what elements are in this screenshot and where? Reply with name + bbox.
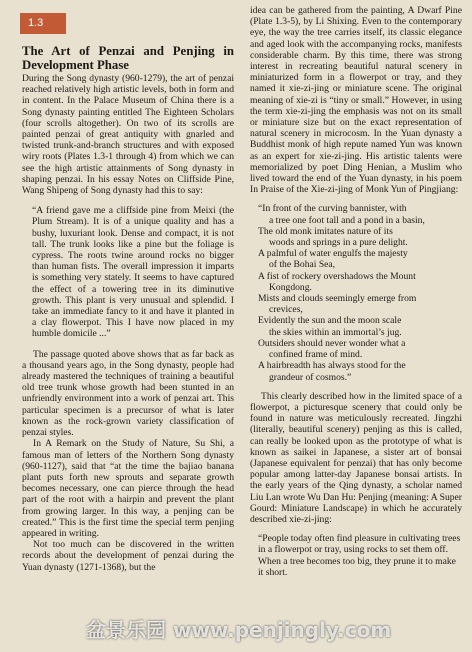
left-paragraph-4: Not too much can be discovered in the written records about the development of penzai during the Yuan dynasty (1271-1368), but the [22, 539, 234, 573]
poem-line: Mists and clouds seemingly emerge from [258, 293, 417, 305]
left-paragraph-2: The passage quoted above shows that as far back as a thousand years ago, in the Song dynasty, people had already mastered the techniques of training a beautiful old tree trunk whose growth had been stunted in an unfriendly environment into a work of penzai art. This particular specimen is a precursor of what is later known as the rock-grown variety classification of penzai styles. [22, 348, 234, 439]
poem-line: Outsiders should never wonder what a [258, 337, 406, 349]
poem-line: A hairbreadth has always stood for the [258, 360, 406, 372]
poem-line-cont: the skies within an immortal’s jug. [269, 326, 402, 338]
section-number-tab: 1.3 [20, 13, 66, 34]
right-paragraph-1: idea can be gathered from the painting, A Dwarf Pine (Plate 1.3-5), by Li Shixing. Even to the contemporary eye, the way the tree carries itself, its classic elegance and aged look with the accompanying rocks, manifests considerable charm. By this time, there was strong interest in recreating beautiful natural scenery in miniaturized form in a flowerpot or tray, and they named it xie-zi-jing or miniature scene. The original meaning of xie-zi is “tiny or small.” However, in using the term xie-zi-jing the emphasis was not on its small or miniature size but on the exact representation of natural scenery in microcosm. In the Yuan dynasty a Buddhist monk of high repute named Yun was known as an expert for xie-zi-jing. His artistic talents were memorialized by poet Ding Henian, a Muslim who lived toward the end of the Yuan dynasty, in his poem In Praise of the Xie-zi-jing of Monk Yun of Pingjiang: [250, 5, 462, 196]
poem-line-cont: woods and springs in a pure delight. [269, 237, 408, 249]
poem-line: Evidently the sun and the moon scale [258, 315, 402, 327]
poem-line-cont: of the Bohai Sea, [269, 259, 336, 271]
poem-block [258, 203, 462, 382]
poem-line-cont: crevices, [269, 304, 303, 316]
poem-line-cont: a tree one foot tall and a pond in a basin, [269, 214, 425, 226]
pine-quote: “A friend gave me a cliffside pine from Meixi (the Plum Stream). It is of a unique quality and has a bushy, luxuriant look. Dense and compact, it is not tall. The trunk looks like a pine but the foliage is cypress. The roots twine around rocks no bigger than human fists. The overall impression it imparts is something very stately. It seems to have captured the effect of a towering tree in its diminutive growth. This plant is very unusual and splendid. I take an immediate fancy to it and have it planted in a clay flowerpot. This I have now placed in my humble domicile ...” [32, 205, 234, 340]
poem-line: A palmful of water engulfs the majesty [258, 248, 408, 260]
poem-line: “In front of the curving bannister, with [258, 203, 407, 215]
poem-line-cont: Kongdong. [269, 281, 312, 293]
poem-line-cont: confined frame of mind. [269, 349, 363, 361]
right-paragraph-2: This clearly described how in the limited space of a flowerpot, a picturesque scenery that could only be found in nature was meticulously recreated. Jingzhi (literally, beautiful scenery) penjing as this is called, can really be looked upon as the prototype of what is known as saikei in Japanese, a sister art of bonsai (Japanese equivalent for penzai) that has only become popular among latter-day Japanese bonsai artists. In the early years of the Qing dynasty, a scholar named Liu Lan wrote Wu Dan Hu: Penjing (meaning: A Super Gourd: Miniature Landscape) in which he accurately described xie-zi-jing: [250, 390, 462, 525]
left-column [22, 44, 234, 573]
page-title: The Art of Penzai and Penjing in Development Phase [22, 44, 234, 72]
website-watermark: 盆景乐园 www.penjingly.com [86, 618, 392, 642]
left-paragraph-1: During the Song dynasty (960-1279), the art of penzai reached relatively high artistic levels, both in form and in content. In the Palace Museum of China there is a Song dynasty painting entitled The Eighteen Scholars (four scrolls altogether). On two of its scrolls are painted penzai of great antiquity with gnarled and twisted trunk-and-branch structures and with exposed wiry roots (Plates 1.3-1 through 4) from which we can see the high artistic attainments of Song dynasty in shaping penzai. In his essay Notes on Cliffside Pine, Wang Shipeng of Song dynasty had this to say: [22, 73, 234, 197]
gourd-quote: “People today often find pleasure in cultivating trees in a flowerpot or tray, using rocks to set them off. When a tree becomes too big, they prune it to make it short. [258, 533, 461, 578]
left-paragraph-3: In A Remark on the Study of Nature, Su Shi, a famous man of letters of the Northern Song dynasty (960-1127), said that “at the time the bajiao banana plant puts forth new sprouts and separate growth becomes necessary, one can pierce through the head part of the root with a hairpin and prevent the plant from growing larger. In this way, a penjing can be created.” This is the first time the special term penjing appeared in writing. [22, 438, 234, 539]
poem-line-cont: grandeur of cosmos.” [269, 371, 352, 383]
poem-line: A fist of rockery overshadows the Mount [258, 270, 416, 282]
right-column [250, 5, 462, 586]
poem-line: The old monk imitates nature of its [258, 225, 393, 237]
